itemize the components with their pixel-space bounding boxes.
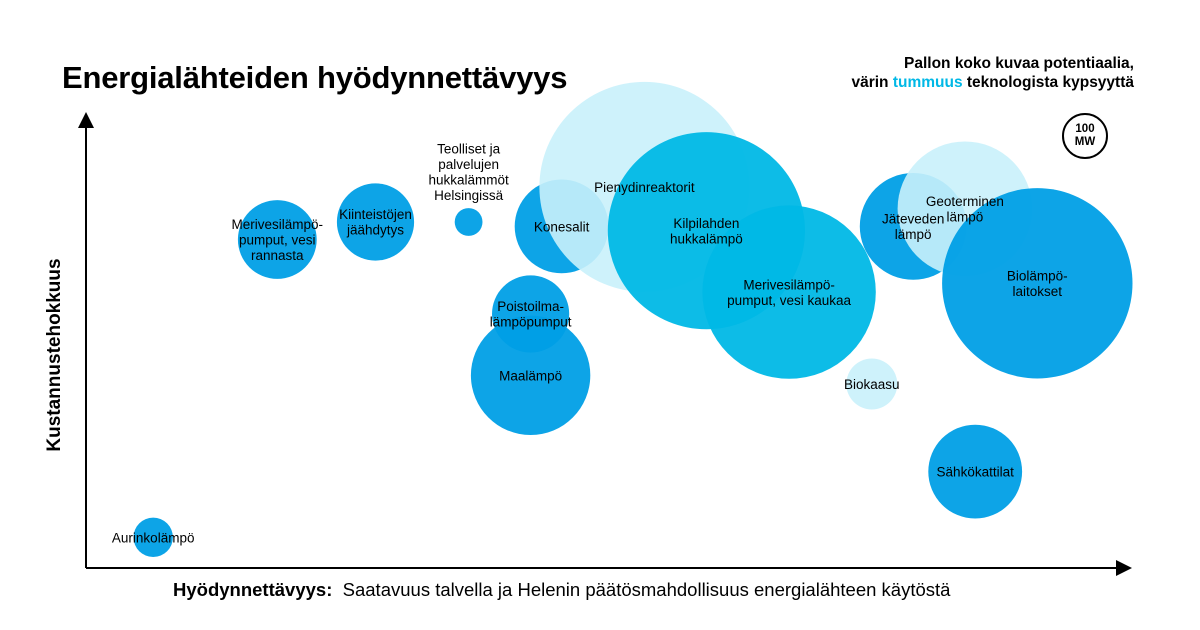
bubble-label-line: pumput, vesi xyxy=(239,232,316,248)
bubble-label-line: Geoterminen xyxy=(925,194,1004,210)
bubble-label-line: Maalämpö xyxy=(499,368,563,384)
bubble-teolliset-ja-palvelujen-hukkalammot-helsingissa xyxy=(455,208,483,236)
legend-line-1: Pallon koko kuvaa potentiaalia, xyxy=(904,55,1134,72)
y-axis-label: Kustannustehokkuus xyxy=(44,258,65,452)
bubble-label-line: Kiinteistöjen xyxy=(339,207,412,223)
bubble-layer xyxy=(134,82,1133,557)
legend-line-2-suffix: teknologista kypsyyttä xyxy=(962,74,1134,91)
x-axis-label-bold: Hyödynnettävyys: xyxy=(173,579,333,600)
bubble-label-line: lämpö xyxy=(894,227,932,243)
bubble-label-line: laitokset xyxy=(1012,284,1063,300)
bubble-label-maalampo xyxy=(499,368,562,383)
bubble-label-line: Poistoilma- xyxy=(497,299,564,315)
size-scale-value: 100 xyxy=(1075,123,1095,135)
bubble-label-pienydinreaktorit xyxy=(594,180,695,195)
bubble-label-line: Teolliset ja xyxy=(437,141,501,157)
bubble-label-kilpilahden-hukkalampo xyxy=(670,216,743,247)
bubble-label-aurinkolampo xyxy=(112,530,195,545)
bubble-label-biokaasu xyxy=(844,377,900,392)
bubble-label-line: Biolämpö- xyxy=(1006,268,1068,284)
bubble-label-biolampolaitokset xyxy=(1007,269,1068,300)
bubble-label-line: jäähdytys xyxy=(346,222,405,238)
chart-title: Energialähteiden hyödynnettävyys xyxy=(62,60,568,95)
bubble-label-poistoilmalampopumput xyxy=(490,299,572,330)
bubble-label-line: Biokaasu xyxy=(844,377,900,392)
bubble-label-line: Merivesilämpö- xyxy=(231,217,324,232)
bubble-label-line: pumput, vesi kaukaa xyxy=(727,292,852,308)
legend-line-2-prefix: värin xyxy=(851,74,893,91)
bubble-label-line: Konesalit xyxy=(533,219,590,235)
size-scale-unit: MW xyxy=(1074,136,1096,148)
bubble-label-teolliset-ja-palvelujen-hukkalammot-helsingissa xyxy=(428,142,509,204)
bubble-label-line: Jäteveden xyxy=(882,211,945,227)
bubble-label-konesalit xyxy=(534,219,590,234)
bubble-label-line: Merivesilämpö- xyxy=(743,277,835,293)
bubble-label-line: rannasta xyxy=(251,248,304,263)
bubble-label-line: Helsingissä xyxy=(434,188,504,203)
bubble-label-sahkokattilat xyxy=(937,465,1015,480)
bubble-label-line: Aurinkolämpö xyxy=(111,530,195,546)
x-axis-label xyxy=(173,579,950,601)
bubble-label-line: Pienydinreaktorit xyxy=(594,179,695,195)
legend-highlight-word: tummuus xyxy=(892,74,963,91)
bubble-label-kiinteistojen-jaahdytys xyxy=(339,207,412,238)
bubble-label-line: hukkalämmöt xyxy=(428,172,509,188)
bubble-label-line: lämpö xyxy=(946,209,984,225)
bubble-label-line: palvelujen xyxy=(438,157,499,172)
x-axis-label-rest: Saatavuus talvella ja Helenin päätösmahdollisuus energialähteen käytöstä xyxy=(342,579,951,600)
bubble-label-line: Kilpilahden xyxy=(673,216,740,231)
bubble-label-line: hukkalämpö xyxy=(670,231,743,247)
bubble-label-merivesilampopumput-vesi-kaukaa xyxy=(727,277,851,308)
bubble-label-line: Sähkökattilat xyxy=(936,464,1014,480)
bubble-label-line: lämpöpumput xyxy=(489,314,572,330)
